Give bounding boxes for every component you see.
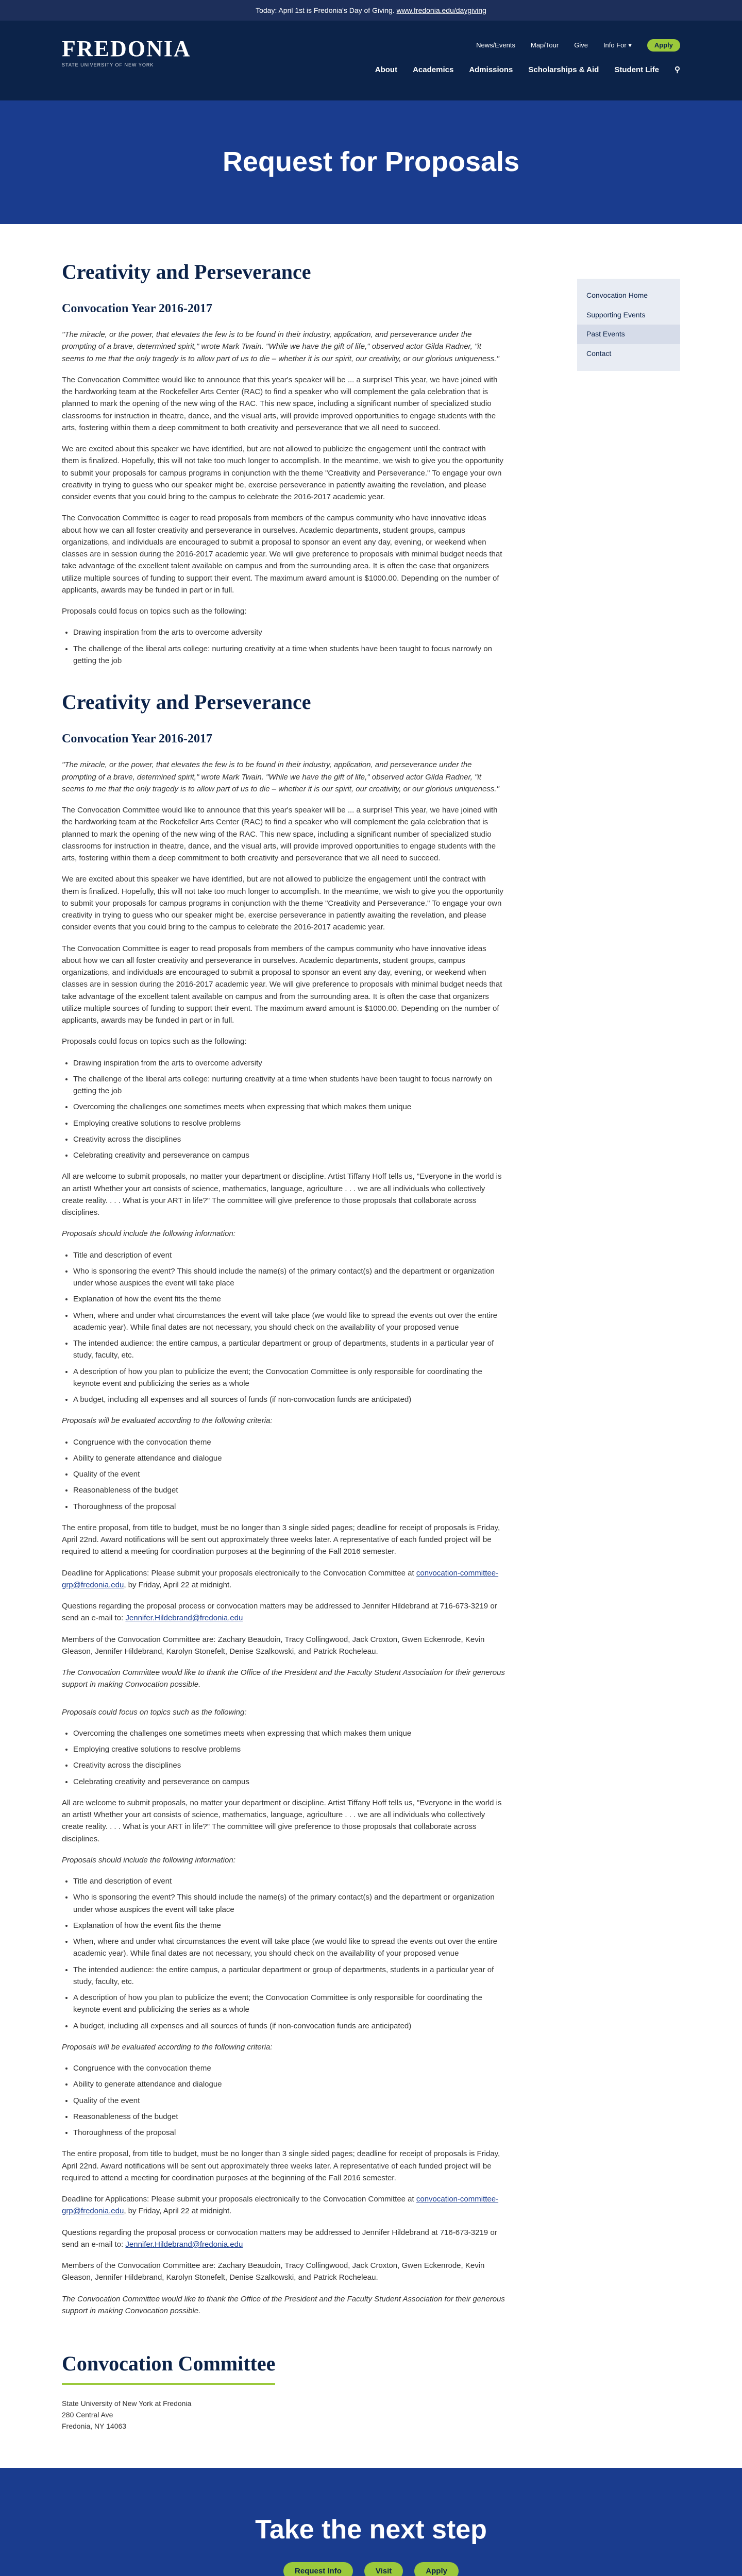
committee-address-line: Fredonia, NY 14063 [62, 2421, 127, 2430]
list-item: • Drawing inspiration from the arts to overcome adversity [73, 626, 505, 638]
welcome-paragraph: All are welcome to submit proposals, no matter your department or discipline. Artist Tiffany Hoff tells us, "Everyone in the world is an artist! Whether your art consists of science, mathematics, language, agriculture . . . we are all individuals who collectively create reality. . . . What is your ART in life?" The committee will give preference to those proposals that collaborate across disciplines. [62, 1172, 502, 1217]
list-item: • A description of how you plan to publicize the event; the Convocation Committee is only responsible for coordinating the keynote event and publicizing the series as a whole [73, 1366, 505, 1390]
list-item: • Employing creative solutions to resolve problems [73, 1117, 505, 1129]
focus-list [73, 1057, 505, 1162]
announcement-text: Today: April 1st is Fredonia's Day of Giving. [256, 6, 397, 14]
deadline-text: Deadline for Applications: Please submit your proposals electronically to the Convocation Committee at [62, 1568, 416, 1578]
contact-email-link[interactable]: Jennifer.Hildebrand@fredonia.edu [125, 2240, 243, 2249]
list-item: • Explanation of how the event fits the theme [73, 1293, 505, 1305]
questions-paragraph [62, 1600, 505, 1624]
next-step-buttons [0, 2562, 742, 2576]
list-item: • Ability to generate attendance and dialogue [73, 2078, 505, 2090]
list-item: • A budget, including all expenses and all sources of funds (if non-convocation funds are anticipated) [73, 2020, 505, 2032]
section-heading: Creativity and Perseverance [62, 260, 311, 283]
focus-intro: Proposals could focus on topics such as the following: [62, 607, 247, 616]
list-item: • Celebrating creativity and perseverance on campus [73, 1149, 505, 1161]
list-item: • The intended audience: the entire campus, a particular department or group of departments, students in a particular year of study, faculty, etc. [73, 1964, 505, 1988]
list-item: • A budget, including all expenses and all sources of funds (if non-convocation funds are anticipated) [73, 1394, 505, 1405]
focus-intro: Proposals could focus on topics such as the following: [62, 1707, 247, 1717]
committee-address-line: 280 Central Ave [62, 2410, 113, 2419]
list-item: • Creativity across the disciplines [73, 1759, 505, 1771]
include-list [73, 1875, 505, 2032]
utility-info-for[interactable]: Info For ▾ [603, 41, 632, 49]
deadline-text: Deadline for Applications: Please submit your proposals electronically to the Convocation Committee at [62, 2195, 416, 2204]
members-paragraph: Members of the Convocation Committee are: Zachary Beaudoin, Tracy Collingwood, Jack Croxton, Gwen Eckenrode, Kevin Gleason, Jennifer Hildebrand, Karolyn Stonefelt, Denise Szalkowski, and Patrick Rocheleau. [62, 2261, 485, 2282]
include-intro: Proposals should include the following information: [62, 1855, 235, 1865]
list-item: • Overcoming the challenges one sometimes meets when expressing that which makes them unique [73, 1727, 505, 1739]
section-sidebar [577, 279, 680, 371]
sidebar-item-past-events[interactable]: Past Events [577, 325, 680, 344]
list-item: • Celebrating creativity and perseverance on campus [73, 1776, 505, 1788]
focus-intro: Proposals could focus on topics such as the following: [62, 1037, 247, 1046]
deadline-paragraph [62, 2193, 505, 2217]
include-list [73, 1249, 505, 1406]
section-heading: Creativity and Perseverance [62, 690, 311, 714]
list-item: • Reasonableness of the budget [73, 1484, 505, 1496]
nav-about[interactable]: About [375, 65, 398, 74]
focus-list [73, 626, 505, 667]
list-item: • Drawing inspiration from the arts to overcome adversity [73, 1057, 505, 1069]
length-paragraph: The entire proposal, from title to budget, must be no longer than 3 single sided pages; deadline for receipt of proposals is Friday, April 22nd. Award notifications will be sent out approximately three weeks later. A representative of each funded project will be required to attend a meeting for coordination purposes at the beginning of the Fall 2016 semester. [62, 1523, 500, 1556]
list-item: • Title and description of event [73, 1249, 505, 1261]
list-item: • Explanation of how the event fits the theme [73, 1920, 505, 1931]
list-item: • Congruence with the convocation theme [73, 2062, 505, 2074]
deadline-text-end: , by Friday, April 22 at midnight. [124, 1580, 232, 1589]
list-item: • Quality of the event [73, 1468, 505, 1480]
apply-footer-button[interactable]: Apply [414, 2562, 459, 2576]
list-item: • Title and description of event [73, 1875, 505, 1887]
list-item: • A description of how you plan to publicize the event; the Convocation Committee is only responsible for coordinating the keynote event and publicizing the series as a whole [73, 1992, 505, 2016]
site-logo[interactable] [62, 36, 191, 69]
list-item: • Thoroughness of the proposal [73, 2127, 505, 2139]
year-heading: Convocation Year 2016-2017 [62, 732, 212, 746]
questions-text: Questions regarding the proposal process or convocation matters may be addressed to Jennifer Hildebrand at 716-673-3219 or send an e-mail to: [62, 2228, 497, 2249]
announcement-bar [0, 0, 742, 21]
nav-student-life[interactable]: Student Life [614, 65, 659, 74]
deadline-text-end: , by Friday, April 22 at midnight. [124, 2207, 232, 2216]
nav-academics[interactable]: Academics [413, 65, 454, 74]
list-item: • The intended audience: the entire campus, a particular department or group of departments, students in a particular year of study, faculty, etc. [73, 1337, 505, 1362]
include-intro: Proposals should include the following information: [62, 1229, 235, 1239]
site-header [0, 21, 742, 100]
paragraph: The Convocation Committee is eager to read proposals from members of the campus community who have innovative ideas about how we can all foster creativity and perseverance in ourselves. Academic departments, student groups, campus organizations, and individuals are encouraged to submit a proposal to sponsor an event any day, evening, or weekend when classes are in session during the 2016-2017 academic year. We will give preference to proposals with minimal budget needs that take advantage of the excellent talent available on campus and from the surrounding area. It is often the case that organizers utilize multiple sources of funding to support their event. The maximum award amount is $1000.00. Depending on the number of applicants, awards may be funded in part or in full. [62, 514, 502, 595]
year-heading: Convocation Year 2016-2017 [62, 302, 212, 315]
announcement-link[interactable]: www.fredonia.edu/daygiving [396, 6, 486, 14]
next-step-title: Take the next step [255, 2515, 487, 2545]
list-item: • Reasonableness of the budget [73, 2111, 505, 2123]
search-icon[interactable]: ⚲ [674, 65, 680, 74]
committee-email-link[interactable]: convocation-committee-grp@fredonia.edu [62, 1568, 499, 1589]
list-item: • Quality of the event [73, 2095, 505, 2107]
logo-wordmark: FREDONIA [62, 36, 191, 61]
thanks-paragraph: The Convocation Committee would like to thank the Office of the President and the Faculty Student Association for their generous support in making Convocation possible. [62, 1668, 505, 1689]
sidebar-item-contact[interactable]: Contact [586, 349, 612, 358]
visit-button[interactable]: Visit [364, 2562, 403, 2576]
main-content [0, 224, 742, 2468]
list-item: • When, where and under what circumstances the event will take place (we would like to spread the events out over the entire academic year). While final dates are not necessary, you should check on the availability of your proposed venue [73, 1310, 505, 1334]
length-paragraph: The entire proposal, from title to budget, must be no longer than 3 single sided pages; deadline for receipt of proposals is Friday, April 22nd. Award notifications will be sent out approximately three weeks later. A representative of each funded project will be required to attend a meeting for coordination purposes at the beginning of the Fall 2016 semester. [62, 2149, 500, 2182]
main-nav [375, 64, 680, 76]
criteria-list [73, 2062, 505, 2139]
next-step-band [0, 2468, 742, 2576]
sidebar-item-convocation-home[interactable]: Convocation Home [586, 291, 648, 299]
questions-paragraph [62, 2227, 505, 2251]
paragraph: We are excited about this speaker we have identified, but are not allowed to publicize the engagement until the contract with them is finalized. Hopefully, this will not take too much longer to accomplish. In the meantime, we wish to give you the opportunity to submit your proposals for campus programs in conjunction with the theme "Creativity and Perseverance." To engage your own creativity in trying to guess who our speaker might be, exercise perseverance in patiently awaiting the revelation, and please consider events that you could bring to the campus to celebrate the 2016-2017 academic year. [62, 875, 503, 932]
utility-nav [476, 39, 680, 52]
committee-block [62, 2348, 680, 2468]
focus-list [73, 1727, 505, 1788]
list-item: • Thoroughness of the proposal [73, 1501, 505, 1513]
paragraph: The Convocation Committee would like to announce that this year's speaker will be ... a surprise! This year, we have joined with the hardworking team at the Rockefeller Arts Center (RAC) to find a speaker who will complement the gala celebration that is planned to mark the opening of the new wing of the RAC. This new space, including a significant number of specialized studio classrooms for instruction in theatre, dance, and the visual arts, will provide improved opportunities to engage students with the arts, fostering within them a deep commitment to both creativity and perseverance that we all need to succeed. [62, 375, 498, 432]
committee-address-line: State University of New York at Fredonia [62, 2399, 192, 2408]
deadline-paragraph [62, 1567, 505, 1591]
list-item: • The challenge of the liberal arts college: nurturing creativity at a time when students have been taught to focus narrowly on getting the job [73, 1073, 505, 1097]
intro-quote: "The miracle, or the power, that elevates the few is to be found in their industry, application, and perseverance under the prompting of a brave, determined spirit," wrote Mark Twain. "While we have the gift of life," observed actor Gilda Radner, "it seems to me that the only tragedy is to allow part of us to die – whether it is our spirit, our creativity, or our glorious uniqueness." [62, 330, 499, 363]
committee-email-link[interactable]: convocation-committee-grp@fredonia.edu [62, 2195, 499, 2216]
contact-email-link[interactable]: Jennifer.Hildebrand@fredonia.edu [125, 1614, 243, 1623]
paragraph: We are excited about this speaker we have identified, but are not allowed to publicize the engagement until the contract with them is finalized. Hopefully, this will not take too much longer to accomplish. In the meantime, we wish to give you the opportunity to submit your proposals for campus programs in conjunction with the theme "Creativity and Perseverance." To engage your own creativity in trying to guess who our speaker might be, exercise perseverance in patiently awaiting the revelation, and please consider events that you could bring to the campus to celebrate the 2016-2017 academic year. [62, 445, 503, 502]
article [62, 256, 505, 2317]
criteria-intro: Proposals will be evaluated according to the following criteria: [62, 2042, 273, 2052]
list-item: • Ability to generate attendance and dialogue [73, 1452, 505, 1464]
page-hero [0, 100, 742, 224]
list-item: • Who is sponsoring the event? This should include the name(s) of the primary contact(s) and the department or organization under whose auspices the event will take place [73, 1265, 505, 1290]
welcome-paragraph: All are welcome to submit proposals, no matter your department or discipline. Artist Tiffany Hoff tells us, "Everyone in the world is an artist! Whether your art consists of science, mathematics, language, agriculture . . . we are all individuals who collectively create reality. . . . What is your ART in life?" The committee will give preference to those proposals that collaborate across disciplines. [62, 1798, 502, 1843]
list-item: • Congruence with the convocation theme [73, 1436, 505, 1448]
list-item: • Overcoming the challenges one sometimes meets when expressing that which makes them unique [73, 1101, 505, 1113]
logo-subtitle: STATE UNIVERSITY OF NEW YORK [62, 62, 154, 67]
criteria-list [73, 1436, 505, 1513]
questions-text: Questions regarding the proposal process or convocation matters may be addressed to Jennifer Hildebrand at 716-673-3219 or send an e-mail to: [62, 1602, 497, 1623]
members-paragraph: Members of the Convocation Committee are: Zachary Beaudoin, Tracy Collingwood, Jack Croxton, Gwen Eckenrode, Kevin Gleason, Jennifer Hildebrand, Karolyn Stonefelt, Denise Szalkowski, and Patrick Rocheleau. [62, 1635, 485, 1656]
list-item: • Who is sponsoring the event? This should include the name(s) of the primary contact(s) and the department or organization under whose auspices the event will take place [73, 1891, 505, 1916]
thanks-paragraph: The Convocation Committee would like to thank the Office of the President and the Faculty Student Association for their generous support in making Convocation possible. [62, 2294, 505, 2315]
request-info-button[interactable]: Request Info [283, 2562, 353, 2576]
criteria-intro: Proposals will be evaluated according to the following criteria: [62, 1416, 273, 1426]
list-item: • Creativity across the disciplines [73, 1133, 505, 1145]
page-title: Request for Proposals [222, 146, 520, 178]
list-item: • When, where and under what circumstances the event will take place (we would like to spread the events out over the entire academic year). While final dates are not necessary, you should check on the availability of your proposed venue [73, 1936, 505, 1960]
sidebar-item-supporting-events[interactable]: Supporting Events [586, 310, 646, 319]
paragraph: The Convocation Committee is eager to read proposals from members of the campus community who have innovative ideas about how we can all foster creativity and perseverance in ourselves. Academic departments, student groups, campus organizations, and individuals are encouraged to submit a proposal to sponsor an event any day, evening, or weekend when classes are in session during the 2016-2017 academic year. We will give preference to proposals with minimal budget needs that take advantage of the excellent talent available on campus and from the surrounding area. It is often the case that organizers utilize multiple sources of funding to support their event. The maximum award amount is $1000.00. Depending on the number of applicants, awards may be funded in part or in full. [62, 944, 502, 1025]
nav-scholarships[interactable]: Scholarships & Aid [528, 65, 599, 74]
nav-admissions[interactable]: Admissions [469, 65, 513, 74]
utility-map-tour[interactable]: Map/Tour [531, 41, 559, 49]
utility-give[interactable]: Give [574, 41, 588, 49]
committee-title: Convocation Committee [62, 2348, 275, 2385]
utility-news-events[interactable]: News/Events [476, 41, 515, 49]
list-item: • Employing creative solutions to resolve problems [73, 1743, 505, 1755]
paragraph: The Convocation Committee would like to announce that this year's speaker will be ... a surprise! This year, we have joined with the hardworking team at the Rockefeller Arts Center (RAC) to find a speaker who will complement the gala celebration that is planned to mark the opening of the new wing of the RAC. This new space, including a significant number of specialized studio classrooms for instruction in theatre, dance, and the visual arts, will provide improved opportunities to engage students with the arts, fostering within them a deep commitment to both creativity and perseverance that we all need to succeed. [62, 806, 498, 863]
apply-button[interactable]: Apply [647, 39, 680, 52]
list-item: • The challenge of the liberal arts college: nurturing creativity at a time when students have been taught to focus narrowly on getting the job [73, 643, 505, 667]
intro-quote: "The miracle, or the power, that elevates the few is to be found in their industry, application, and perseverance under the prompting of a brave, determined spirit," wrote Mark Twain. "While we have the gift of life," observed actor Gilda Radner, "it seems to me that the only tragedy is to allow part of us to die – whether it is our spirit, our creativity, or our glorious uniqueness." [62, 760, 499, 793]
